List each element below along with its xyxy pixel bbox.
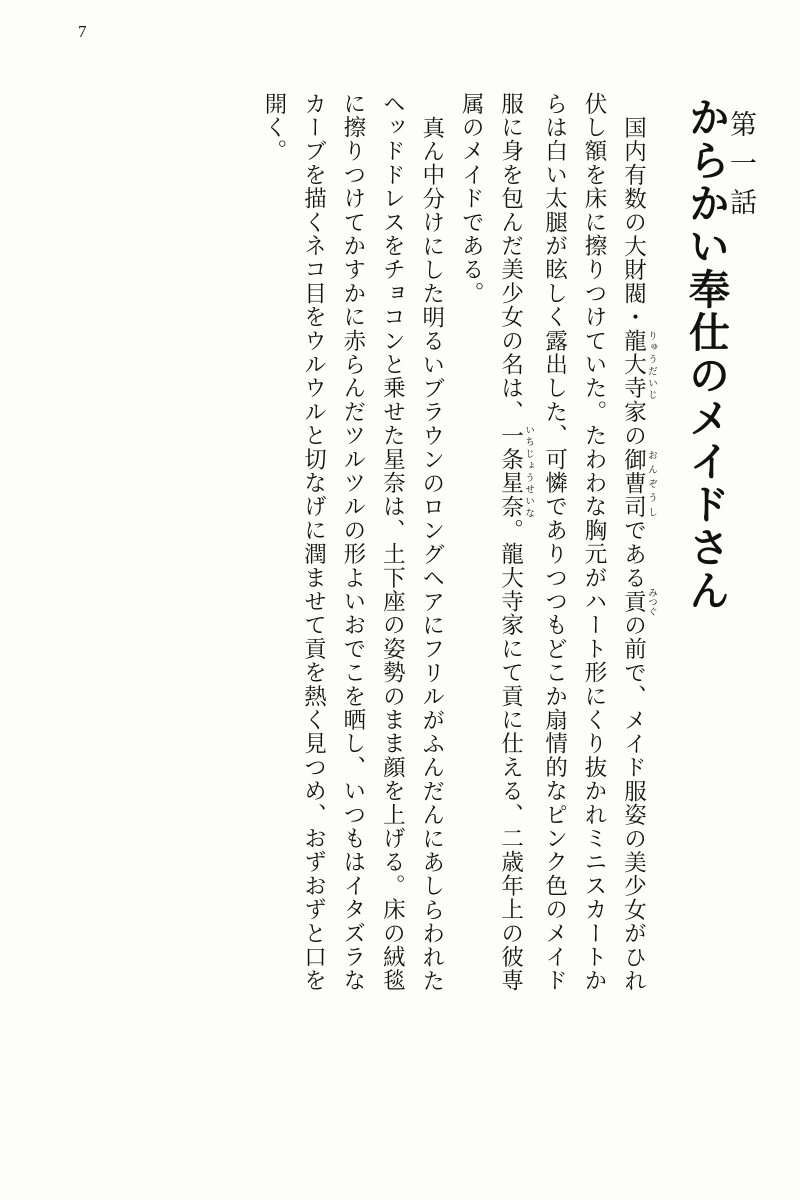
chapter-title: からかい奉仕のメイドさん (682, 96, 730, 612)
text-column: 真ん中分けにした明るいブラウンのロングヘアにフリルがふんだんにあしらわれた (419, 116, 445, 993)
text-column: 属のメイドである。 (459, 92, 485, 306)
text-column: に擦りつけてかすかに赤らんだツルツルの形よいおでこを晒し、いつもはイタズラな (340, 92, 366, 993)
chapter-label: 第一話 (726, 110, 756, 227)
page-number: 7 (78, 22, 87, 41)
ruby-ichijouseina: 一条星奈 いちじょうせいな (498, 423, 534, 519)
text-column: 開く。 (262, 92, 288, 164)
text-column: カーブを描くネコ目をウルウルと切なげに潤ませて貢を熱く見つめ、おずおずと口を (301, 92, 327, 993)
vertical-text-body (48, 92, 760, 1172)
text-column: ヘッドドレスをチョコンと乗せた星奈は、土下座の姿勢のまま顔を上げる。床の絨毯 (380, 92, 406, 993)
text-column: 国内有数の大財閥・龍大寺 りゅうだいじ家の御曹司 おんぞうしである貢 みつぐの前で、メイド服姿の美少女がひれ (621, 116, 656, 993)
chapter-heading (684, 92, 754, 1172)
ruby-mitsugu: 貢 みつぐ (621, 587, 656, 617)
ruby-onzoushi: 御曹司 おんぞうし (621, 447, 656, 519)
text-columns (253, 92, 656, 1172)
text-column: 伏し額を床に擦りつけていた。たわわな胸元がハート形にくり抜かれミニスカートか (582, 92, 608, 993)
text-column: 服に身を包んだ美少女の名は、一条星奈 いちじょうせいな。龍大寺家にて貢に仕える、二歳年上の彼専 (498, 92, 534, 993)
ruby-ryudaiji: 龍大寺 りゅうだいじ (621, 329, 656, 401)
text-column: らは白い太腿が眩しく露出した、可憐でありつつもどこか扇情的なピンク色のメイド (542, 92, 568, 993)
